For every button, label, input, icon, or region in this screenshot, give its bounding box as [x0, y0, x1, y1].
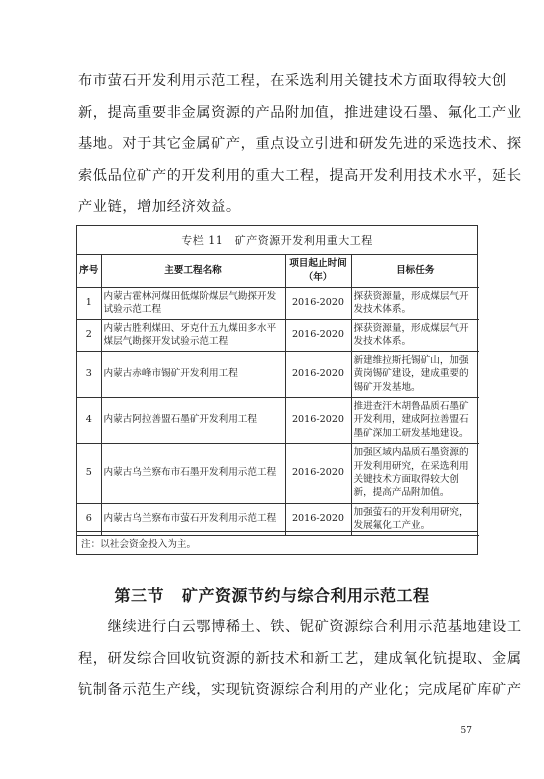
row-target: 探获资源量，形成煤层气开发技术体系。 — [351, 319, 479, 351]
table-header-row — [77, 255, 479, 287]
row-no: 4 — [77, 397, 101, 443]
section-title: 矿产资源节约与综合利用示范工程 — [182, 586, 430, 605]
header-name: 主要工程名称 — [101, 255, 285, 287]
body-paragraph — [78, 612, 522, 707]
intro-paragraph — [78, 66, 522, 224]
table-row — [77, 397, 479, 443]
row-target: 探获资源量，形成煤层气开发技术体系。 — [351, 287, 479, 319]
row-period: 2016-2020 — [285, 287, 351, 319]
row-name: 内蒙古阿拉善盟石墨矿开发利用工程 — [101, 397, 285, 443]
row-target: 加强区域内晶质石墨资源的开发利用研究，在采选利用关键技术方面取得较大创新，提高产品附加值。 — [351, 443, 479, 503]
row-name: 内蒙古乌兰察布市石墨开发利用示范工程 — [101, 443, 285, 503]
row-period: 2016-2020 — [285, 443, 351, 503]
text-line: 产业链，增加经济效益。 — [78, 199, 241, 215]
row-no: 3 — [77, 351, 101, 397]
row-target: 新建维拉斯托锡矿山，加强黄岗锡矿建设，建成重要的锡矿开发基地。 — [351, 351, 479, 397]
page-number: 57 — [460, 726, 472, 736]
section-number: 第三节 — [114, 586, 164, 605]
row-no: 1 — [77, 287, 101, 319]
row-period: 2016-2020 — [285, 351, 351, 397]
text-line: 布市萤石开发利用示范工程，在采选利用关键技术方面取得较大创 — [78, 73, 507, 89]
box-title: 专栏 11 矿产资源开发利用重大工程 — [77, 226, 477, 255]
row-no: 6 — [77, 503, 101, 535]
row-name: 内蒙古乌兰察布市萤石开发利用示范工程 — [101, 503, 285, 535]
text-line: 基地。对于其它金属矿产，重点设立引进和研发先进的采选技术、探 — [78, 136, 522, 152]
text-line: 索低品位矿产的开发利用的重大工程，提高开发利用技术水平，延长 — [78, 167, 522, 184]
header-target: 目标任务 — [351, 255, 479, 287]
text-line: 新，提高重要非金属资源的产品附加值，推进建设石墨、氟化工产业 — [78, 104, 522, 121]
header-period: 项目起止时间（年） — [285, 255, 351, 287]
text-line: 钪制备示范生产线，实现钪资源综合利用的产业化；完成尾矿库矿产 — [78, 682, 522, 698]
section-heading — [0, 583, 544, 606]
text-line: 程，研发综合回收钪资源的新技术和新工艺，建成氧化钪提取、金属 — [78, 650, 522, 667]
table-row — [77, 443, 479, 503]
table-row — [77, 319, 479, 351]
row-period: 2016-2020 — [285, 397, 351, 443]
row-name: 内蒙古霍林河煤田低煤阶煤层气勘探开发试验示范工程 — [101, 287, 285, 319]
row-name: 内蒙古赤峰市锡矿开发利用工程 — [101, 351, 285, 397]
table-row — [77, 287, 479, 319]
header-no: 序号 — [77, 255, 101, 287]
row-period: 2016-2020 — [285, 319, 351, 351]
projects-table — [77, 255, 479, 536]
row-target: 加强萤石的开发利用研究，发展氟化工产业。 — [351, 503, 479, 535]
text-line: 继续进行白云鄂博稀土、铁、铌矿资源综合利用示范基地建设工 — [78, 619, 522, 635]
row-target: 推进查汗木胡鲁晶质石墨矿开发利用，建成阿拉善盟石墨矿深加工研发基地建设。 — [351, 397, 479, 443]
row-no: 2 — [77, 319, 101, 351]
row-no: 5 — [77, 443, 101, 503]
table-row — [77, 351, 479, 397]
sidebar-box-major-projects — [76, 225, 478, 555]
row-name: 内蒙古胜利煤田、牙克什五九煤田多水平煤层气勘探开发试验示范工程 — [101, 319, 285, 351]
box-note: 注：以社会资金投入为主。 — [77, 531, 477, 554]
row-period: 2016-2020 — [285, 503, 351, 535]
